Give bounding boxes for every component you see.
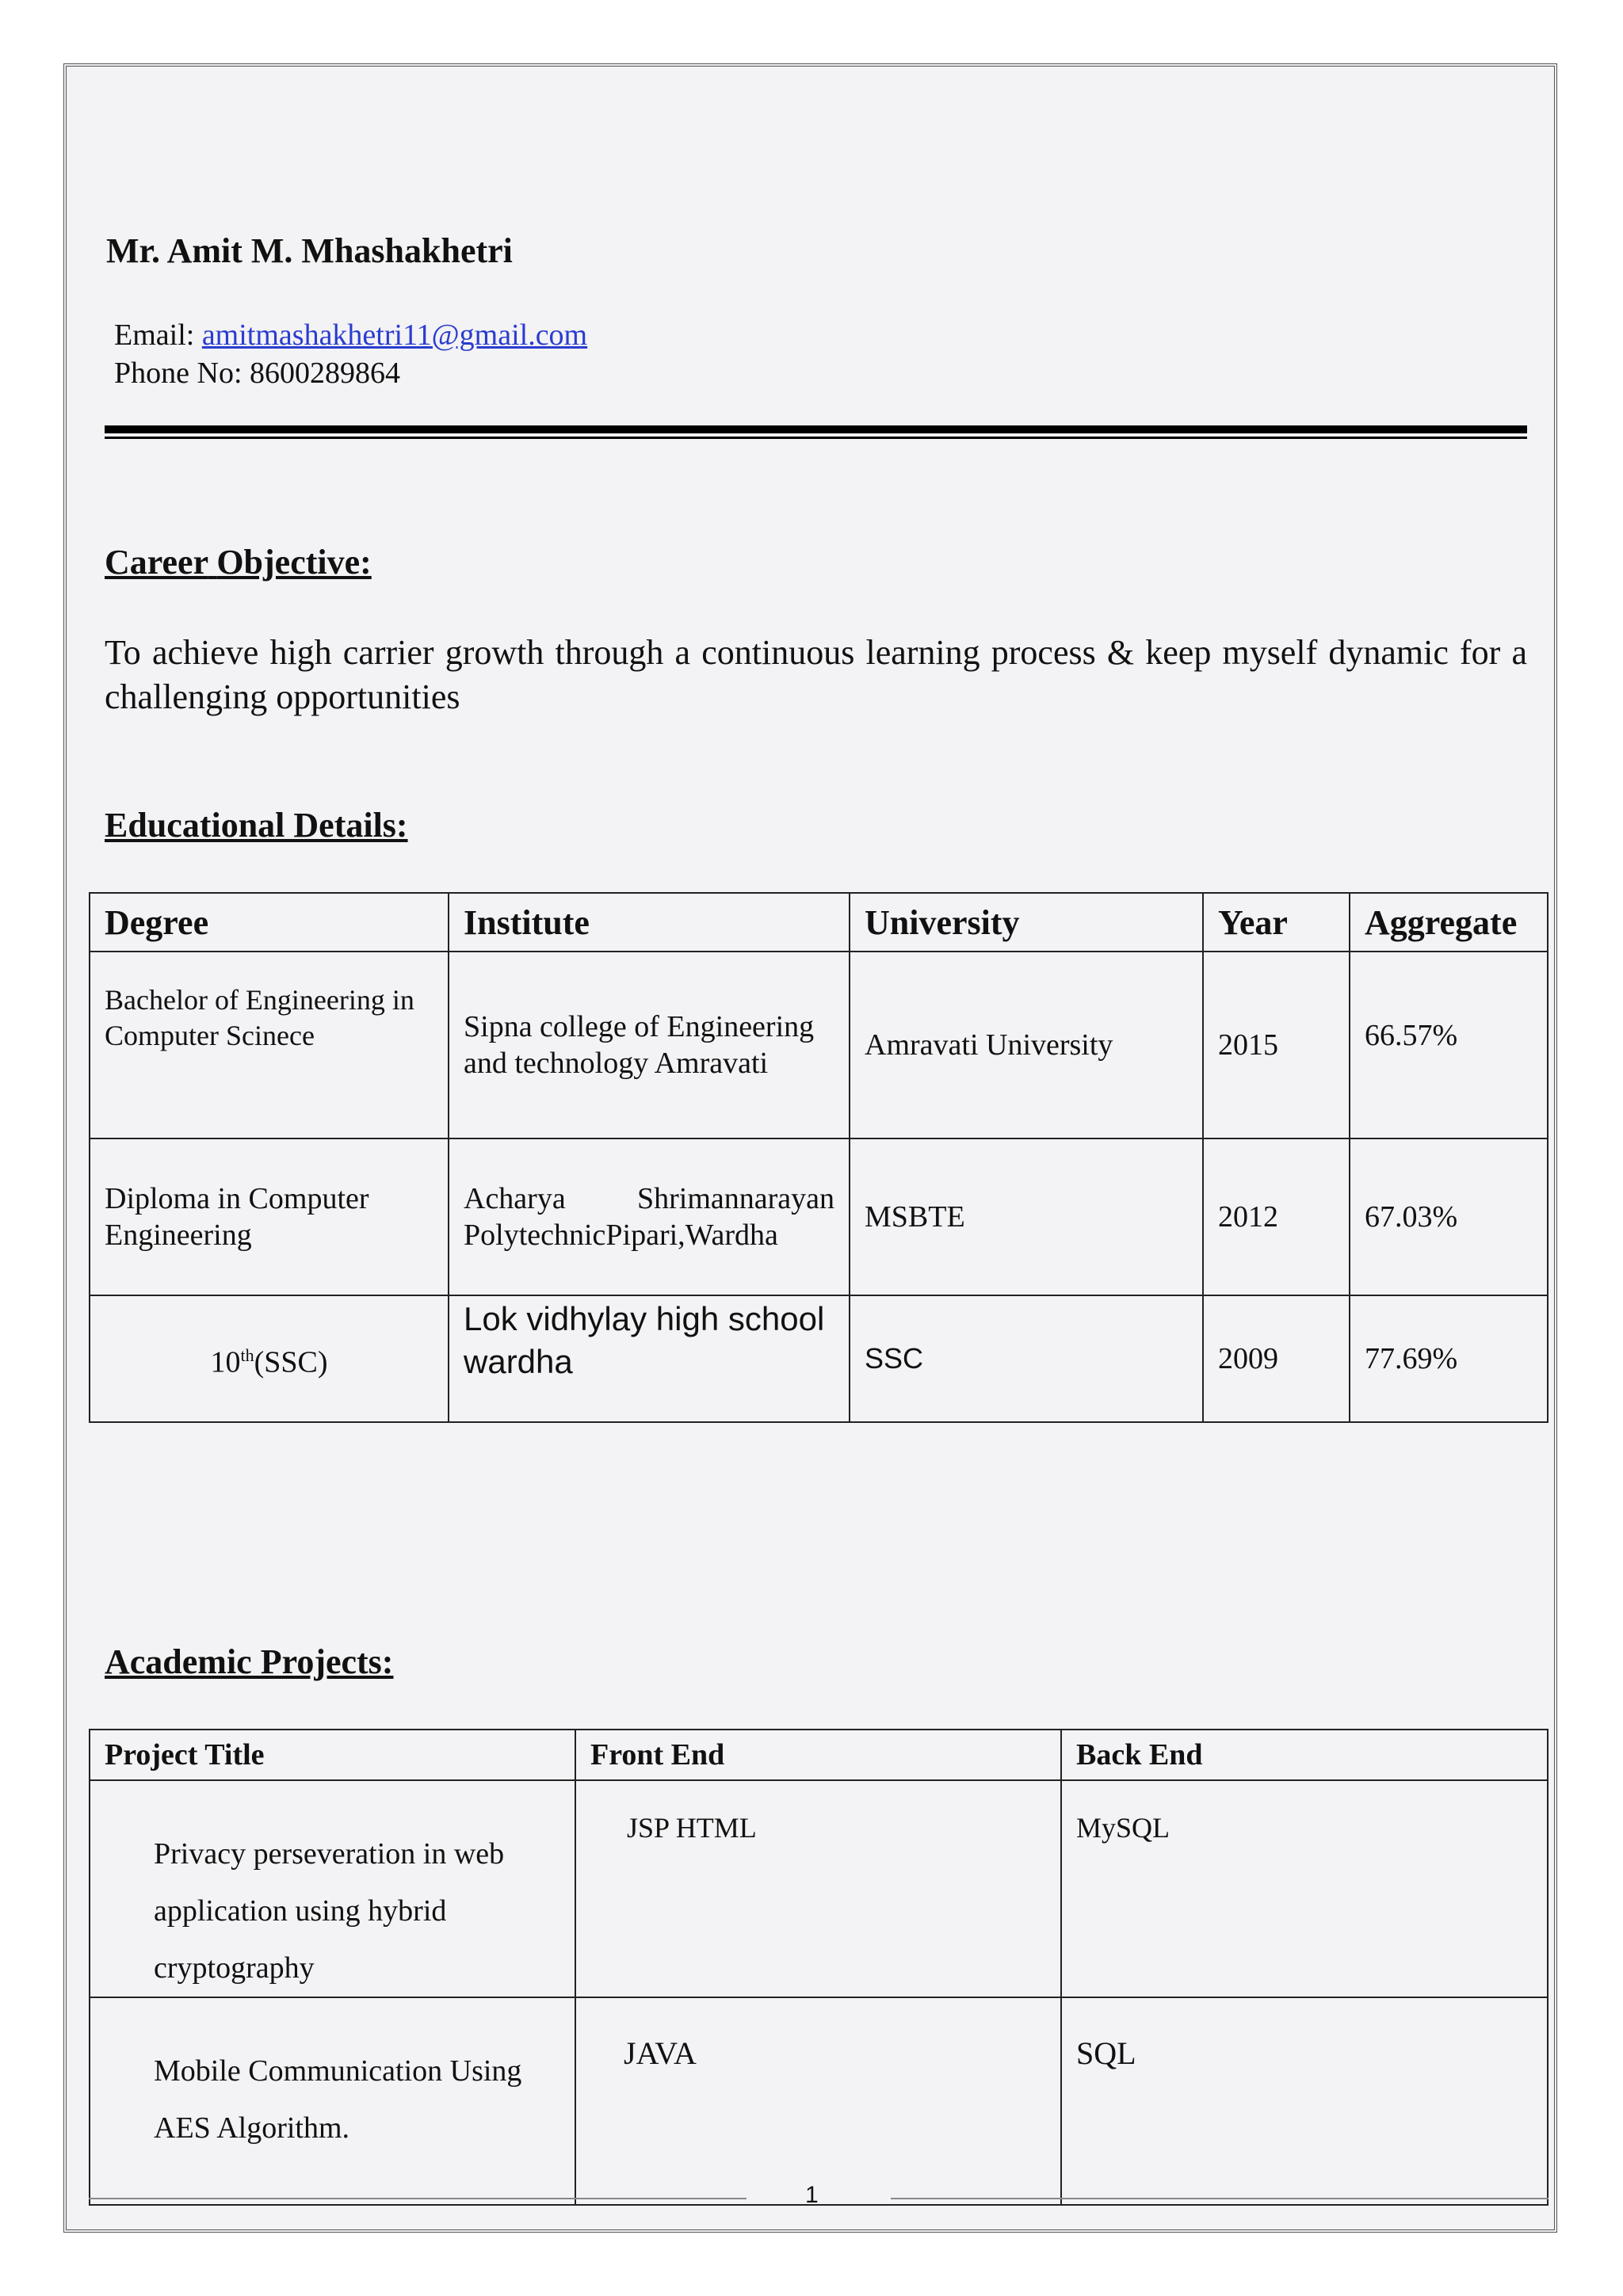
page-number: 1	[805, 2182, 819, 2208]
aggregate-cell: 66.57%	[1350, 952, 1548, 1138]
project-title-cell: Mobile Communication Using AES Algorithm.	[90, 1997, 575, 2205]
education-header-row	[90, 893, 1548, 952]
table-row	[90, 1138, 1548, 1295]
university-cell: Amravati University	[850, 952, 1203, 1138]
contact-block	[114, 316, 587, 392]
column-header: Aggregate	[1350, 893, 1548, 952]
table-row	[90, 1295, 1548, 1422]
table-row	[90, 1780, 1548, 1997]
career-heading-word2: Objective:	[216, 543, 372, 582]
year-cell: 2012	[1203, 1138, 1350, 1295]
email-label: Email:	[114, 318, 195, 352]
projects-header-row	[90, 1730, 1548, 1780]
degree-cell: Bachelor of Engineering in Computer Scinece	[90, 952, 449, 1138]
email-line	[114, 316, 587, 354]
institute-cell: Sipna college of Engineering and technology Amravati	[449, 952, 850, 1138]
footer-divider-right	[891, 2198, 1549, 2199]
year-cell: 2015	[1203, 952, 1350, 1138]
degree-superscript: th	[240, 1344, 254, 1365]
academic-projects-heading: Academic Projects:	[105, 1642, 394, 1681]
aggregate-cell: 67.03%	[1350, 1138, 1548, 1295]
phone-line: Phone No: 8600289864	[114, 357, 400, 390]
back-end-cell: MySQL	[1061, 1780, 1548, 1997]
career-objective-heading	[105, 542, 372, 582]
university-cell: SSC	[850, 1295, 1203, 1422]
email-link[interactable]: amitmashakhetri11@gmail.com	[201, 318, 588, 352]
degree-cell: Diploma in Computer Engineering	[90, 1138, 449, 1295]
front-end-cell: JSP HTML	[575, 1780, 1061, 1997]
column-header: Institute	[449, 893, 850, 952]
educational-details-heading: Educational Details:	[105, 806, 408, 845]
institute-cell: Acharya Shrimannarayan PolytechnicPipari,Wardha	[449, 1138, 850, 1295]
header-divider-thin	[105, 437, 1527, 439]
table-row	[90, 1997, 1548, 2205]
degree-cell	[90, 1295, 449, 1422]
column-header: Degree	[90, 893, 449, 952]
resume-page	[63, 63, 1557, 2233]
back-end-cell: SQL	[1061, 1997, 1548, 2205]
column-header: University	[850, 893, 1203, 952]
column-header: Back End	[1061, 1730, 1548, 1780]
column-header: Year	[1203, 893, 1350, 952]
education-table	[89, 892, 1549, 1423]
institute-cell: Lok vidhylay high school wardha	[449, 1295, 850, 1422]
candidate-name: Mr. Amit M. Mhashakhetri	[106, 231, 513, 270]
front-end-cell: JAVA	[575, 1997, 1061, 2205]
footer-divider-left	[89, 2198, 747, 2199]
aggregate-cell: 77.69%	[1350, 1295, 1548, 1422]
project-title-cell: Privacy perseveration in web application using hybrid cryptography	[90, 1780, 575, 1997]
career-objective-text: To achieve high carrier growth through a continuous learning process & keep myself dynamic for a challenging opportunities	[105, 633, 1527, 716]
career-heading-word1: Career	[105, 543, 208, 582]
degree-number: 10	[210, 1345, 241, 1379]
university-cell: MSBTE	[850, 1138, 1203, 1295]
degree-suffix: (SSC)	[254, 1345, 328, 1379]
projects-table	[89, 1729, 1549, 2206]
year-cell: 2009	[1203, 1295, 1350, 1422]
table-row	[90, 952, 1548, 1138]
header-divider-thick	[105, 425, 1527, 433]
column-header: Front End	[575, 1730, 1061, 1780]
column-header: Project Title	[90, 1730, 575, 1780]
